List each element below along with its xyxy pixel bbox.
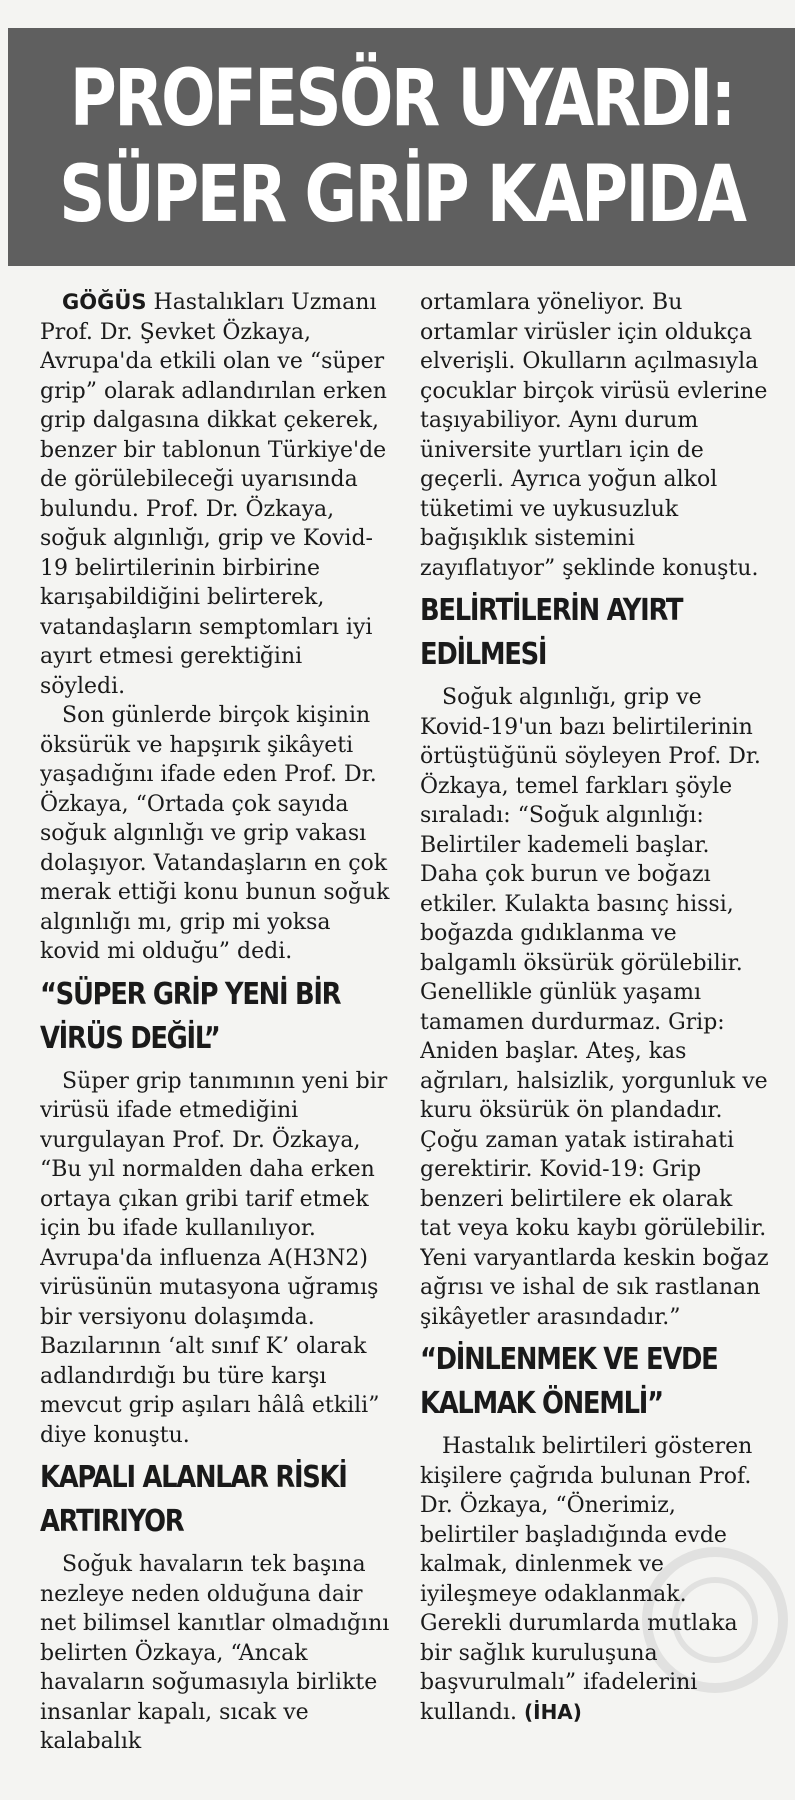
headline-banner bbox=[8, 28, 795, 266]
body-paragraph: Soğuk algınlığı, grip ve Kovid-19'un bazı belirtilerinin örtüştüğünü söyleyen Prof. Dr. Özkaya, temel farkları şöyle sıraladı: “Soğuk algınlığı: Belirtiler kademeli başlar. Daha çok burun ve boğazı etkiler. Kulakta basınç hissi, boğazda gıdıklanma ve balgamlı öksürük görülebilir. Genellikle günlük yaşamı tamamen durdurmaz. Grip: Aniden başlar. Ateş, kas ağrıları, halsizlik, yorgunluk ve kuru öksürük ön plandadır. Çoğu zaman yatak istirahati gerektirir. Kovid-19: Grip benzeri belirtilere ek olarak tat veya koku kaybı görülebilir. Yeni varyantlarda keskin boğaz ağrısı ve ishal de sık rastlanan şikâyetler arasındadır.” bbox=[420, 685, 769, 1330]
body-paragraph: ortamlara yöneliyor. Bu ortamlar virüsler için oldukça elverişli. Okulların açılmasıyla çocuklar birçok virüsü evlerine taşıyabiliyor. Aynı durum üniversite yurtları için de geçerli. Ayrıca yoğun alkol tüketimi ve uykusuzluk bağışıklık sistemini zayıflatıyor” şeklinde konuştu. bbox=[420, 290, 768, 581]
subheading: “SÜPER GRİP YENİ BİR VİRÜS DEĞİL” bbox=[40, 976, 341, 1056]
article-column-left bbox=[40, 288, 390, 1788]
subheading: BELİRTİLERİN AYIRT EDİLMESİ bbox=[420, 593, 683, 672]
body-paragraph: Son günlerde birçok kişinin öksürük ve hapşırık şikâyeti yaşadığını ifade eden Prof. Dr. Özkaya, “Ortada çok sayıda soğuk algınlığı ve grip vakası dolaşıyor. Vatandaşların en çok merak ettiği konu bunun soğuk algınlığı mı, grip mi yoksa kovid mi olduğu” dedi. bbox=[40, 703, 390, 964]
watermark-stamp-icon bbox=[640, 1540, 790, 1700]
subheading: KAPALI ALANLAR RİSKİ ARTIRIYOR bbox=[40, 1460, 347, 1539]
headline-line-1: PROFESÖR UYARDI: bbox=[69, 54, 734, 144]
closing-text: Hastalık belirtileri gösteren kişilere çağrıda bulunan Prof. Dr. Özkaya, “Önerimiz, belirtiler başladığında evde kalmak, dinlenmek ve iyileşmeye odaklanmak. Gerekli durumlarda mutlaka bir sağlık kuruluşuna başvurulmalı” ifadelerini kullandı. bbox=[420, 1434, 753, 1725]
headline-line-2: SÜPER GRİP KAPIDA bbox=[58, 150, 745, 240]
body-paragraph: Süper grip tanımının yeni bir virüsü ifade etmediğini vurgulayan Prof. Dr. Özkaya, “Bu yıl normalden daha erken ortaya çıkan gribi tarif etmek için bu ifade kullanılıyor. Avrupa'da influenza A(H3N2) virüsünün mutasyona uğramış bir versiyonu dolaşımda. Bazılarının ‘alt sınıf K’ olarak adlandırdığı bu türe karşı mevcut grip aşıları hâlâ etkili” diye konuştu. bbox=[40, 1068, 388, 1448]
intro-text: Hastalıkları Uzmanı Prof. Dr. Şevket Özkaya, Avrupa'da etkili olan ve “süper grip” olarak adlandırılan erken grip dalgasına dikkat çekerek, benzer bir tablonun Türkiye'de de görülebileceği uyarısında bulundu. Prof. Dr. Özkaya, soğuk algınlığı, grip ve Kovid-19 belirtilerinin birbirine karışabildiğini belirterek, vatandaşların semptomları iyi ayırt etmesi gerektiğini söyledi. bbox=[40, 290, 387, 699]
subheading: “DİNLENMEK VE EVDE KALMAK ÖNEMLİ” bbox=[420, 1342, 718, 1421]
lead-word: GÖĞÜS bbox=[62, 290, 147, 314]
intro-paragraph bbox=[40, 288, 390, 701]
agency-credit: (İHA) bbox=[523, 1699, 582, 1724]
body-paragraph: Soğuk havaların tek başına nezleye neden olduğuna dair net bilimsel kanıtlar olmadığını belirten Özkaya, “Ancak havaların soğumasıyla birlikte insanlar kapalı, sıcak ve kalabalık bbox=[40, 1552, 390, 1754]
